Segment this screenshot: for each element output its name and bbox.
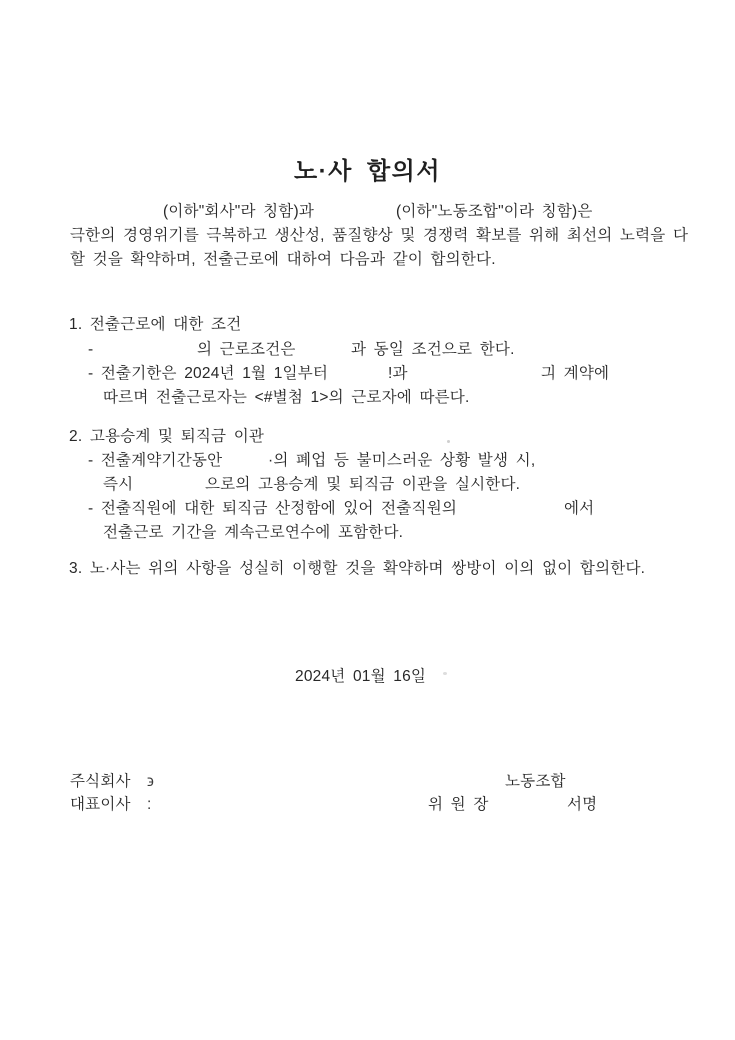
- intro-line3: 할 것을 확약하며, 전출근로에 대하여 다음과 같이 합의한다.: [70, 251, 496, 268]
- section-1-item-1-text-a: 의 근로조건은: [197, 341, 296, 358]
- section-2-item-1-text-b: ·의 폐업 등 불미스러운 상황 발생 시,: [268, 452, 536, 469]
- section-2-item-2-text-a: - 전출직원에 대한 퇴직금 산정함에 있어 전출직원의: [88, 500, 458, 517]
- signature-company-redaction-remnant: ϶: [147, 773, 155, 790]
- intro-line1-union-clause: (이하"노동조합"이라 칭함)은: [396, 203, 593, 220]
- agreement-date: 2024년 01월 16일: [295, 668, 427, 685]
- section-1-item-1-dash: -: [88, 341, 94, 358]
- section-2-item-1-line-2-b: 으로의 고용승계 및 퇴직금 이관을 실시한다.: [205, 476, 521, 493]
- signature-ceo-redaction-remnant: :: [147, 796, 152, 813]
- section-1-item-2-text-a: - 전출기한은 2024년 1월 1일부터: [88, 365, 329, 382]
- section-1-heading: 1. 전출근로에 대한 조건: [69, 316, 242, 333]
- intro-line1-company-clause: (이하"회사"라 칭함)과: [163, 203, 315, 220]
- document-title: 노·사 합의서: [293, 158, 442, 185]
- section-3-text: 3. 노·사는 위의 사항을 성실히 이행할 것을 확약하며 쌍방이 이의 없이 합의한다.: [69, 560, 646, 577]
- section-1-item-2-line-2: 따르며 전출근로자는 <#별첨 1>의 근로자에 따른다.: [103, 389, 470, 406]
- intro-line2: 극한의 경영위기를 극복하고 생산성, 품질향상 및 경쟁력 확보를 위해 최선의 노력을 다: [70, 227, 689, 244]
- section-2-item-1-line-2-a: 즉시: [103, 476, 134, 493]
- section-2-item-2-text-b: 에서: [564, 500, 595, 517]
- section-1-item-2-redaction-remnant-a: !과: [388, 365, 408, 382]
- scan-noise-speck: [443, 672, 447, 675]
- section-2-item-2-line-2: 전출근로 기간을 계속근로연수에 포함한다.: [103, 524, 404, 541]
- signature-ceo-label: 대표이사: [70, 796, 131, 813]
- signature-chairman-label: 위 원 장: [428, 796, 489, 813]
- scan-noise-speck: [447, 440, 450, 443]
- section-1-item-1-text-b: 과 동일 조건으로 한다.: [351, 341, 515, 358]
- signature-company-label: 주식회사: [70, 773, 131, 790]
- signature-sign-label: 서명: [567, 796, 598, 813]
- signature-union-label: 노동조합: [505, 773, 566, 790]
- section-2-heading: 2. 고용승계 및 퇴직금 이관: [69, 428, 265, 445]
- section-1-item-2-redaction-remnant-b: 긔 계약에: [541, 365, 610, 382]
- section-2-item-1-text-a: - 전출계약기간동안: [88, 452, 223, 469]
